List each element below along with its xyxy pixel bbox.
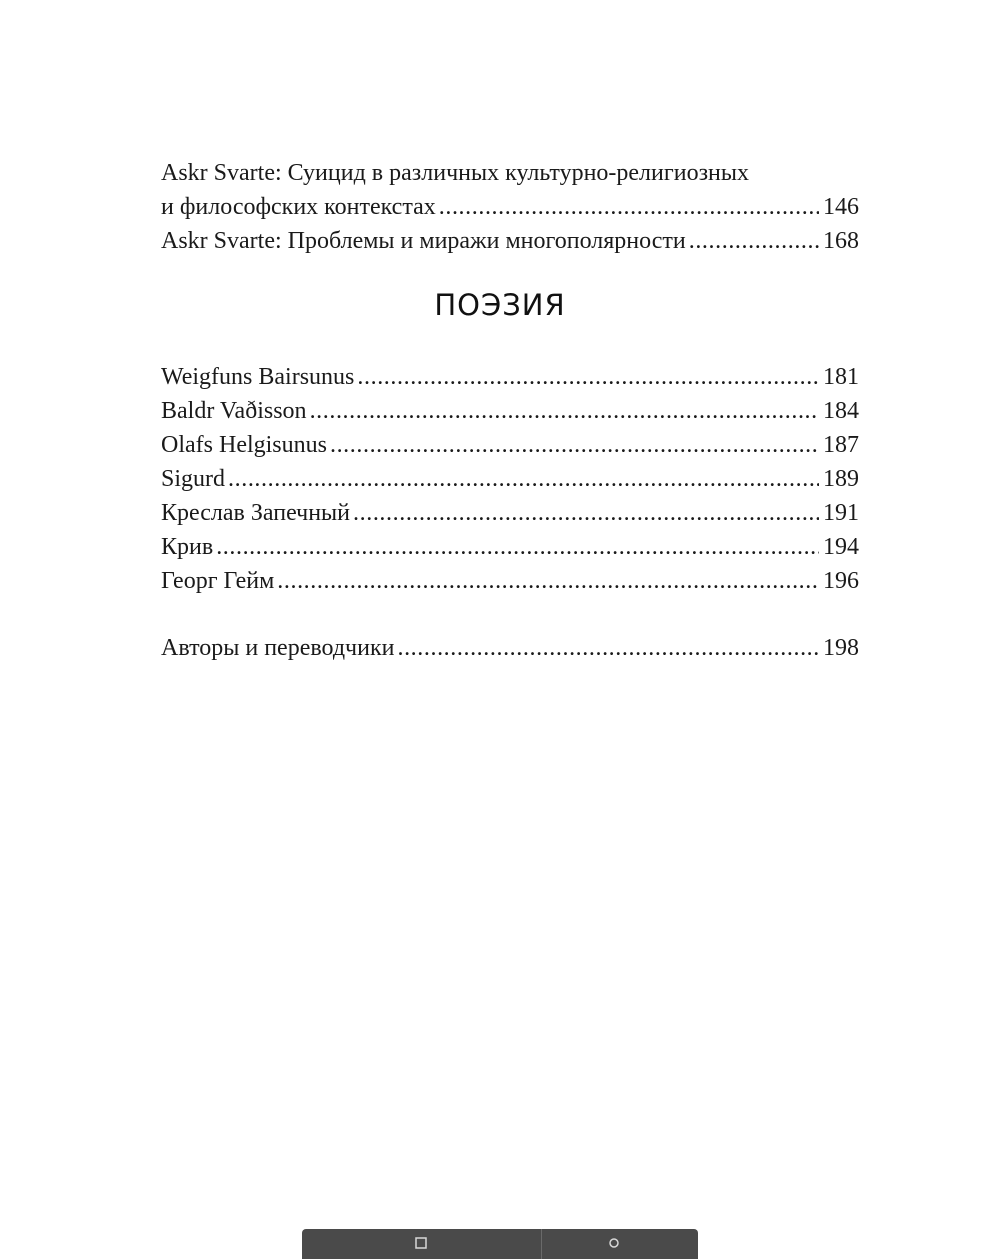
toc-leader-dots [689,224,819,258]
toc-leader-dots [357,360,819,394]
search-button[interactable] [542,1229,698,1259]
section-heading: ПОЭЗИЯ [434,288,566,322]
toc-entry-title: Sigurd [161,466,226,492]
toc-entry-page: 168 [823,228,859,254]
toc-entry[interactable] [161,496,859,530]
toc-entry-title: Креслав Запечный [161,500,351,526]
toc-appendix-section [161,631,859,665]
toc-entry-page: 184 [823,398,859,424]
toc-entry[interactable] [161,530,859,564]
toc-leader-dots [353,496,819,530]
toc-entry-title: Weigfuns Bairsunus [161,364,355,390]
toc-entry-title: и философских контекстах [161,194,436,220]
toc-entry-page: 194 [823,534,859,560]
toc-entry[interactable] [161,360,859,394]
toc-entry-page: 191 [823,500,859,526]
toc-leader-dots [277,564,819,598]
page-view-button[interactable] [302,1229,542,1259]
toc-entry-title: Георг Гейм [161,568,275,594]
toc-leader-dots [310,394,819,428]
toc-leader-dots [216,530,819,564]
toc-entry[interactable] [161,190,859,224]
toc-entry-page: 146 [823,194,859,220]
toc-entry-page: 198 [823,635,859,661]
toc-entry-title: Авторы и переводчики [161,635,395,661]
toc-entry-page: 181 [823,364,859,390]
toc-leader-dots [439,190,819,224]
viewer-toolbar [302,1229,698,1259]
toc-entry-title-line: Askr Svarte: Суицид в различных культурно-религиозных [161,160,750,186]
toc-entry-title: Olafs Helgisunus [161,432,327,458]
toc-leader-dots [397,631,819,665]
toc-entry-title: Askr Svarte: Проблемы и миражи многополярности [161,228,686,254]
toc-entry[interactable] [161,394,859,428]
toc-entry[interactable] [161,462,859,496]
toc-entry-page: 187 [823,432,859,458]
toc-entry[interactable] [161,564,859,598]
toc-entry[interactable] [161,428,859,462]
toc-leader-dots [228,462,819,496]
toc-entry[interactable] [161,224,859,258]
toc-entry-title: Крив [161,534,214,560]
toc-entry-page: 196 [823,568,859,594]
toc-leader-dots [330,428,819,462]
toc-poetry-section [161,360,859,598]
toc-entry-page: 189 [823,466,859,492]
toc-entry-title: Baldr Vaðisson [161,398,307,424]
toc-entry[interactable] [161,631,859,665]
toc-prose-section [161,156,859,258]
